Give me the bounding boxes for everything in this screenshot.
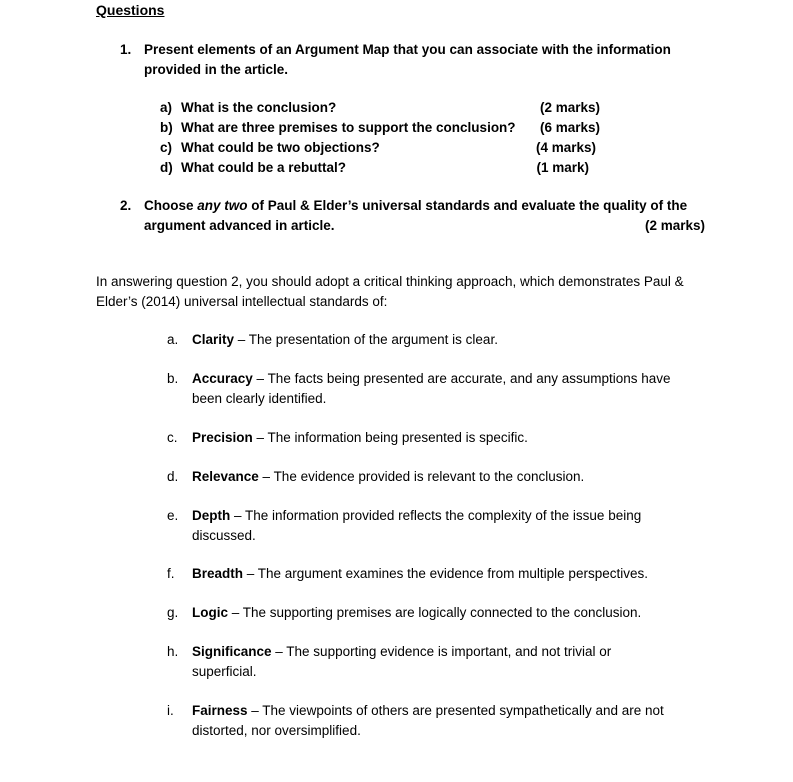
standard-text [192, 701, 692, 740]
part-text: What could be a rebuttal? [181, 160, 347, 175]
question-part [160, 98, 600, 118]
instructions-paragraph: In answering question 2, you should adopt a critical thinking approach, which demonstrates Paul & Elder’s (2014) universal intellectual standards of: [96, 274, 684, 309]
standard-term: Depth [192, 508, 231, 523]
question-number: 2. [120, 198, 132, 213]
standard-desc: – The information being presented is specific. [252, 430, 528, 445]
part-label: a) [160, 100, 173, 115]
part-marks: (1 mark) [536, 160, 589, 175]
standard-term: Breadth [192, 566, 244, 581]
question-text [144, 196, 704, 236]
standard-text [192, 330, 702, 350]
standard-text [192, 369, 672, 408]
question-part [160, 158, 600, 178]
standard-term: Relevance [192, 469, 259, 484]
standard-desc: – The viewpoints of others are presented sympathetically and are not distorted, nor oversimplified. [192, 703, 664, 738]
standard-term: Logic [192, 605, 228, 620]
standard-label: e. [167, 508, 179, 523]
standard-label: g. [167, 605, 179, 620]
question-part [160, 118, 600, 138]
standard-label: f. [167, 566, 175, 581]
standard-term: Precision [192, 430, 253, 445]
part-marks: (6 marks) [539, 120, 600, 135]
standard-desc: – The facts being presented are accurate, and any assumptions have been clearly identified. [192, 371, 671, 406]
standard-text [192, 603, 702, 623]
standard-label: d. [167, 469, 179, 484]
question-text-emphasis: any two [197, 198, 248, 213]
standard-desc: – The argument examines the evidence from multiple perspectives. [243, 566, 648, 581]
part-label: d) [160, 160, 173, 175]
standard-desc: – The evidence provided is relevant to the conclusion. [258, 469, 585, 484]
standard-text [192, 467, 702, 487]
standard-term: Clarity [192, 332, 235, 347]
question-marks: (2 marks) [645, 218, 706, 233]
standard-desc: – The supporting premises are logically connected to the conclusion. [228, 605, 642, 620]
question-number: 1. [120, 42, 132, 57]
standard-desc: – The supporting evidence is important, and not trivial or superficial. [192, 644, 612, 679]
part-text: What is the conclusion? [181, 100, 337, 115]
standard-text [192, 506, 692, 545]
part-marks: (2 marks) [539, 100, 600, 115]
part-text: What are three premises to support the conclusion? [181, 120, 516, 135]
part-label: c) [160, 140, 173, 155]
section-heading: Questions [96, 2, 165, 18]
standard-term: Significance [192, 644, 272, 659]
standard-label: h. [167, 644, 179, 659]
question-2 [120, 196, 720, 236]
part-text: What could be two objections? [181, 140, 380, 155]
standard-desc: – The presentation of the argument is clear. [234, 332, 498, 347]
standard-label: a. [167, 332, 179, 347]
question-text: Present elements of an Argument Map that you can associate with the information provided in the article. [144, 42, 671, 77]
standard-text [192, 564, 702, 584]
standard-text [192, 642, 662, 681]
standard-text [192, 428, 702, 448]
standard-desc: – The information provided reflects the complexity of the issue being discussed. [192, 508, 642, 543]
standard-term: Fairness [192, 703, 248, 718]
standard-label: i. [167, 703, 174, 718]
question-text-end: of Paul & Elder’s universal standards and evaluate the quality of the argument advanced in article. [144, 198, 688, 233]
standard-label: c. [167, 430, 178, 445]
part-label: b) [160, 120, 173, 135]
question-text-start: Choose [144, 198, 198, 213]
question-part [160, 138, 600, 158]
standard-term: Accuracy [192, 371, 253, 386]
standard-label: b. [167, 371, 179, 386]
question-1 [120, 40, 720, 80]
part-marks: (4 marks) [535, 140, 596, 155]
